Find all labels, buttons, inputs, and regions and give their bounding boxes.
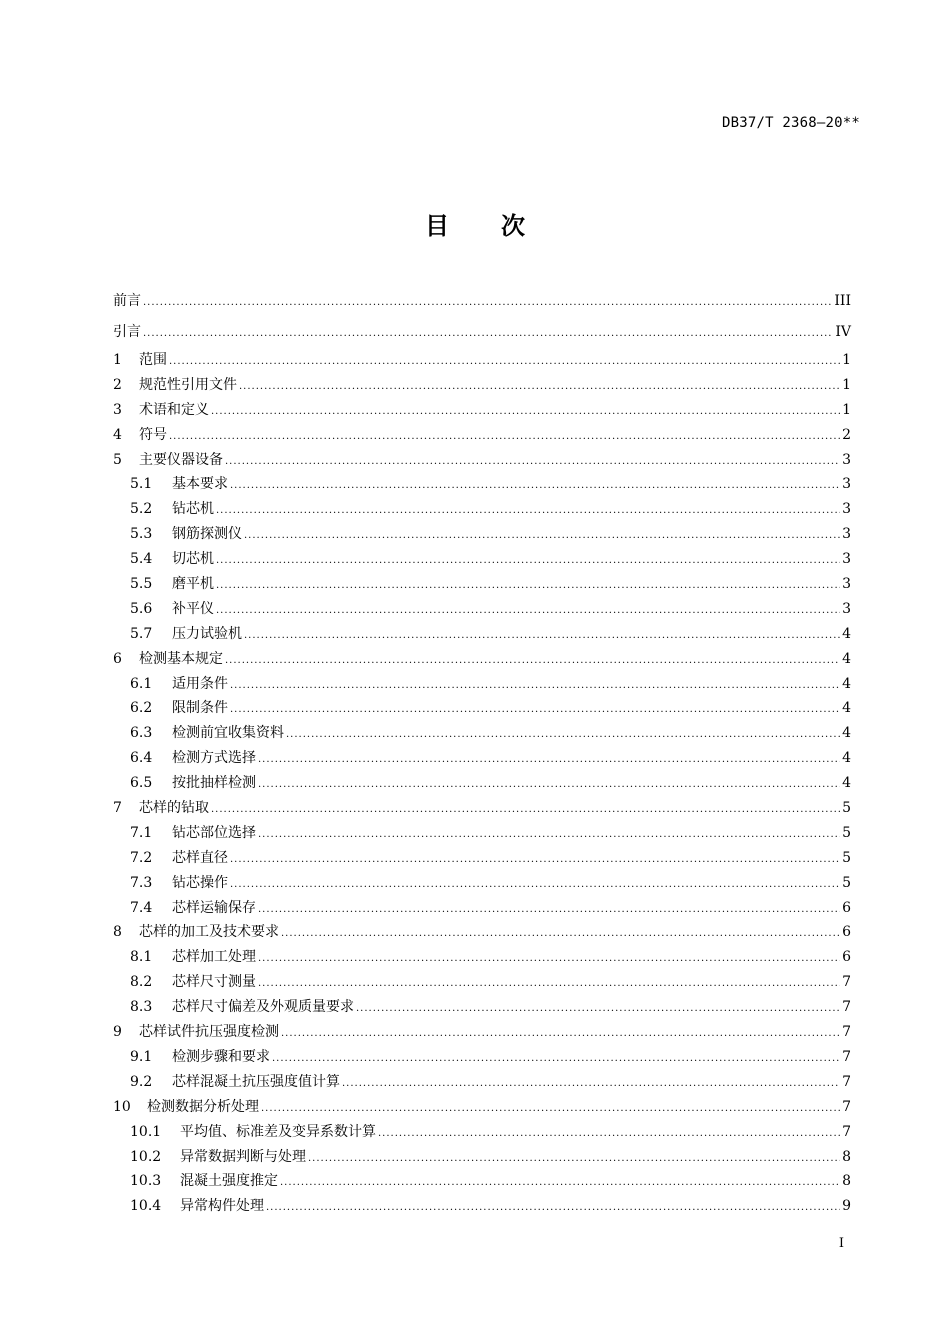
toc-entry-page: 7 bbox=[842, 1073, 851, 1090]
toc-entry[interactable] bbox=[113, 995, 851, 1020]
toc-entry[interactable] bbox=[113, 970, 851, 995]
toc-entry-page: 4 bbox=[842, 675, 851, 692]
page-number: I bbox=[838, 1236, 844, 1251]
toc-entry-label: 按批抽样检测 bbox=[172, 775, 256, 792]
toc-entry[interactable] bbox=[113, 846, 851, 871]
toc-entry-label: 芯样的加工及技术要求 bbox=[139, 924, 279, 941]
toc-entry-page: 4 bbox=[842, 625, 851, 642]
toc-entry-number: 9 bbox=[113, 1024, 122, 1041]
toc-leader-dots bbox=[281, 1020, 840, 1047]
toc-entry-label: 引言 bbox=[113, 324, 141, 340]
toc-entry-page: 4 bbox=[842, 750, 851, 767]
toc-entry-number: 6.1 bbox=[130, 675, 153, 692]
toc-leader-dots bbox=[230, 472, 840, 499]
toc-leader-dots bbox=[244, 522, 840, 549]
toc-entry-label: 芯样尺寸测量 bbox=[172, 974, 256, 991]
toc-leader-dots bbox=[356, 995, 840, 1022]
toc-entry-page: 3 bbox=[842, 526, 851, 543]
toc-entry-page: 7 bbox=[842, 1123, 851, 1140]
toc-entry-page: 1 bbox=[842, 401, 851, 418]
toc-leader-dots bbox=[216, 497, 840, 524]
toc-entry-page: 9 bbox=[842, 1198, 851, 1215]
toc-entry-label: 检测基本规定 bbox=[139, 650, 223, 667]
toc-entry-number: 5 bbox=[113, 451, 122, 468]
toc-entry-number: 10.1 bbox=[130, 1123, 162, 1140]
toc-leader-dots bbox=[143, 286, 832, 318]
toc-entry-label: 钻芯操作 bbox=[172, 874, 228, 891]
toc-entry-page: 5 bbox=[842, 824, 851, 841]
toc-entry-page: 1 bbox=[842, 376, 851, 393]
toc-entry-label: 异常数据判断与处理 bbox=[180, 1148, 306, 1165]
toc-entry-number: 8.2 bbox=[130, 974, 153, 991]
toc-entry[interactable] bbox=[113, 871, 851, 896]
toc-leader-dots bbox=[230, 846, 840, 873]
toc-entry[interactable] bbox=[113, 721, 851, 746]
toc-entry-label: 术语和定义 bbox=[139, 401, 209, 418]
toc-entry-label: 检测方式选择 bbox=[172, 750, 256, 767]
toc-entry-number: 10.3 bbox=[130, 1173, 162, 1190]
toc-entry-page: III bbox=[834, 293, 851, 309]
toc-entry[interactable] bbox=[113, 348, 851, 373]
toc-entry-label: 芯样混凝土抗压强度值计算 bbox=[172, 1073, 340, 1090]
toc-entry-label: 检测步骤和要求 bbox=[172, 1048, 270, 1065]
toc-entry-label: 钢筋探测仪 bbox=[172, 526, 242, 543]
toc-entry-page: 7 bbox=[842, 1098, 851, 1115]
toc-entry-label: 检测数据分析处理 bbox=[147, 1098, 259, 1115]
toc-entry-page: 7 bbox=[842, 1048, 851, 1065]
toc-entry-page: 8 bbox=[842, 1148, 851, 1165]
toc-entry-page: 1 bbox=[842, 352, 851, 368]
toc-leader-dots bbox=[216, 547, 840, 574]
toc-entry-page: 6 bbox=[842, 949, 851, 966]
toc-entry[interactable] bbox=[113, 286, 851, 317]
toc-entry-label: 适用条件 bbox=[172, 675, 228, 692]
toc-leader-dots bbox=[281, 920, 840, 947]
toc-entry-number: 9.2 bbox=[130, 1073, 153, 1090]
toc-entry-label: 异常构件处理 bbox=[180, 1198, 264, 1215]
toc-entry-label: 范围 bbox=[139, 352, 167, 368]
toc-leader-dots bbox=[261, 1095, 840, 1122]
toc-entry-label: 限制条件 bbox=[172, 700, 228, 717]
toc-entry-number: 7.3 bbox=[130, 874, 153, 891]
toc-entry-page: 5 bbox=[842, 874, 851, 891]
toc-leader-dots bbox=[143, 317, 833, 349]
toc-entry[interactable] bbox=[113, 1169, 851, 1194]
toc-entry-page: 7 bbox=[842, 974, 851, 991]
toc-entry-number: 8 bbox=[113, 924, 122, 941]
toc-entry-page: 7 bbox=[842, 999, 851, 1016]
toc-entry-page: 6 bbox=[842, 899, 851, 916]
toc-leader-dots bbox=[216, 572, 840, 599]
toc-leader-dots bbox=[230, 871, 840, 898]
toc-entry-page: 4 bbox=[842, 725, 851, 742]
toc-entry[interactable] bbox=[113, 448, 851, 473]
toc-entry[interactable] bbox=[113, 398, 851, 423]
toc-entry-number: 9.1 bbox=[130, 1048, 153, 1065]
toc-entry-label: 芯样运输保存 bbox=[172, 899, 256, 916]
toc-entry-label: 前言 bbox=[113, 293, 141, 309]
toc-leader-dots bbox=[216, 597, 840, 624]
toc-entry-label: 芯样直径 bbox=[172, 849, 228, 866]
toc-entry[interactable] bbox=[113, 423, 851, 448]
toc-entry-label: 芯样尺寸偏差及外观质量要求 bbox=[172, 999, 354, 1016]
toc-entry-label: 钻芯部位选择 bbox=[172, 824, 256, 841]
toc-entry[interactable] bbox=[113, 622, 851, 647]
toc-entry-page: IV bbox=[835, 324, 851, 340]
toc-entry[interactable] bbox=[113, 597, 851, 622]
toc-leader-dots bbox=[230, 696, 840, 723]
toc-entry-page: 5 bbox=[842, 800, 851, 817]
toc-entry[interactable] bbox=[113, 472, 851, 497]
toc-leader-dots bbox=[280, 1169, 840, 1196]
document-code: DB37/T 2368—20** bbox=[721, 115, 860, 131]
toc-leader-dots bbox=[272, 1045, 840, 1072]
toc-entry-label: 芯样试件抗压强度检测 bbox=[139, 1024, 279, 1041]
toc-entry-page: 8 bbox=[842, 1173, 851, 1190]
toc-entry-number: 1 bbox=[113, 352, 122, 368]
toc-entry-page: 4 bbox=[842, 700, 851, 717]
toc-entry-page: 3 bbox=[842, 476, 851, 493]
toc-entry-number: 2 bbox=[113, 376, 122, 393]
toc-entry-label: 磨平机 bbox=[172, 576, 214, 593]
toc-entry-number: 6.2 bbox=[130, 700, 153, 717]
toc-leader-dots bbox=[266, 1194, 840, 1221]
toc-entry-page: 4 bbox=[842, 650, 851, 667]
toc-leader-dots bbox=[342, 1070, 840, 1097]
toc-entry[interactable] bbox=[113, 547, 851, 572]
toc-entry-label: 压力试验机 bbox=[172, 625, 242, 642]
toc-entry[interactable] bbox=[113, 1120, 851, 1145]
toc-entry[interactable] bbox=[113, 1070, 851, 1095]
toc-entry-number: 5.1 bbox=[130, 476, 153, 493]
toc-entry-page: 5 bbox=[842, 849, 851, 866]
toc-entry[interactable] bbox=[113, 497, 851, 522]
toc-entry-number: 8.1 bbox=[130, 949, 153, 966]
toc-leader-dots bbox=[258, 896, 840, 923]
toc-entry[interactable] bbox=[113, 1095, 851, 1120]
toc-entry[interactable] bbox=[113, 647, 851, 672]
toc-leader-dots bbox=[258, 746, 840, 773]
toc-entry-number: 6.3 bbox=[130, 725, 153, 742]
toc-leader-dots bbox=[286, 721, 840, 748]
toc-entry-number: 3 bbox=[113, 401, 122, 418]
toc-leader-dots bbox=[308, 1145, 840, 1172]
toc-leader-dots bbox=[244, 622, 840, 649]
toc-entry[interactable] bbox=[113, 672, 851, 697]
toc-entry-page: 4 bbox=[842, 775, 851, 792]
toc-entry-label: 符号 bbox=[139, 426, 167, 443]
toc-entry-page: 2 bbox=[842, 426, 851, 443]
toc-entry[interactable] bbox=[113, 696, 851, 721]
toc-leader-dots bbox=[169, 348, 840, 375]
toc-entry-number: 5.3 bbox=[130, 526, 153, 543]
toc-entry-number: 7.2 bbox=[130, 849, 153, 866]
toc-entry-page: 3 bbox=[842, 551, 851, 568]
toc-entry[interactable] bbox=[113, 1145, 851, 1170]
toc-entry-number: 5.2 bbox=[130, 501, 153, 518]
toc-entry-label: 芯样的钻取 bbox=[139, 800, 209, 817]
table-of-contents bbox=[113, 286, 851, 1219]
toc-entry[interactable] bbox=[113, 572, 851, 597]
toc-entry-number: 8.3 bbox=[130, 999, 153, 1016]
toc-entry[interactable] bbox=[113, 821, 851, 846]
toc-entry-label: 规范性引用文件 bbox=[139, 376, 237, 393]
toc-entry[interactable] bbox=[113, 1020, 851, 1045]
toc-entry-number: 10 bbox=[113, 1098, 131, 1115]
toc-leader-dots bbox=[258, 945, 840, 972]
toc-entry-label: 芯样加工处理 bbox=[172, 949, 256, 966]
toc-leader-dots bbox=[230, 672, 840, 699]
toc-entry[interactable] bbox=[113, 317, 851, 348]
toc-entry-number: 6.4 bbox=[130, 750, 153, 767]
toc-entry-label: 检测前宜收集资料 bbox=[172, 725, 284, 742]
toc-entry[interactable] bbox=[113, 945, 851, 970]
toc-entry-number: 7 bbox=[113, 800, 122, 817]
toc-entry[interactable] bbox=[113, 522, 851, 547]
toc-leader-dots bbox=[258, 970, 840, 997]
toc-entry[interactable] bbox=[113, 920, 851, 945]
toc-entry[interactable] bbox=[113, 746, 851, 771]
toc-leader-dots bbox=[258, 771, 840, 798]
toc-leader-dots bbox=[225, 448, 840, 475]
toc-entry-number: 10.4 bbox=[130, 1198, 162, 1215]
toc-leader-dots bbox=[225, 647, 840, 674]
toc-leader-dots bbox=[239, 373, 840, 400]
toc-entry-page: 7 bbox=[842, 1024, 851, 1041]
toc-entry-number: 5.6 bbox=[130, 600, 153, 617]
toc-entry-label: 切芯机 bbox=[172, 551, 214, 568]
toc-entry-number: 4 bbox=[113, 426, 122, 443]
title-char-2: 次 bbox=[501, 212, 525, 240]
title-char-1: 目 bbox=[425, 212, 449, 240]
toc-entry-number: 5.5 bbox=[130, 576, 153, 593]
toc-entry-page: 3 bbox=[842, 501, 851, 518]
toc-leader-dots bbox=[211, 796, 840, 823]
toc-entry[interactable] bbox=[113, 796, 851, 821]
toc-entry-number: 7.1 bbox=[130, 824, 153, 841]
toc-entry-number: 6 bbox=[113, 650, 122, 667]
page-title bbox=[0, 206, 950, 241]
toc-leader-dots bbox=[169, 423, 840, 450]
toc-entry-label: 补平仪 bbox=[172, 600, 214, 617]
toc-entry-page: 6 bbox=[842, 924, 851, 941]
toc-entry-page: 3 bbox=[842, 600, 851, 617]
toc-entry-number: 5.7 bbox=[130, 625, 153, 642]
toc-entry-number: 6.5 bbox=[130, 775, 153, 792]
toc-entry-number: 5.4 bbox=[130, 551, 153, 568]
toc-entry-label: 基本要求 bbox=[172, 476, 228, 493]
toc-entry[interactable] bbox=[113, 896, 851, 921]
toc-entry-label: 钻芯机 bbox=[172, 501, 214, 518]
toc-entry-number: 7.4 bbox=[130, 899, 153, 916]
toc-entry-label: 主要仪器设备 bbox=[139, 451, 223, 468]
toc-entry-label: 混凝土强度推定 bbox=[180, 1173, 278, 1190]
toc-entry-number: 10.2 bbox=[130, 1148, 162, 1165]
toc-entry[interactable] bbox=[113, 1045, 851, 1070]
toc-leader-dots bbox=[211, 398, 840, 425]
toc-entry[interactable] bbox=[113, 1194, 851, 1219]
toc-entry-label: 平均值、标准差及变异系数计算 bbox=[180, 1123, 376, 1140]
toc-leader-dots bbox=[378, 1120, 840, 1147]
toc-leader-dots bbox=[258, 821, 840, 848]
toc-entry[interactable] bbox=[113, 771, 851, 796]
toc-entry-page: 3 bbox=[842, 451, 851, 468]
toc-entry[interactable] bbox=[113, 373, 851, 398]
toc-entry-page: 3 bbox=[842, 576, 851, 593]
